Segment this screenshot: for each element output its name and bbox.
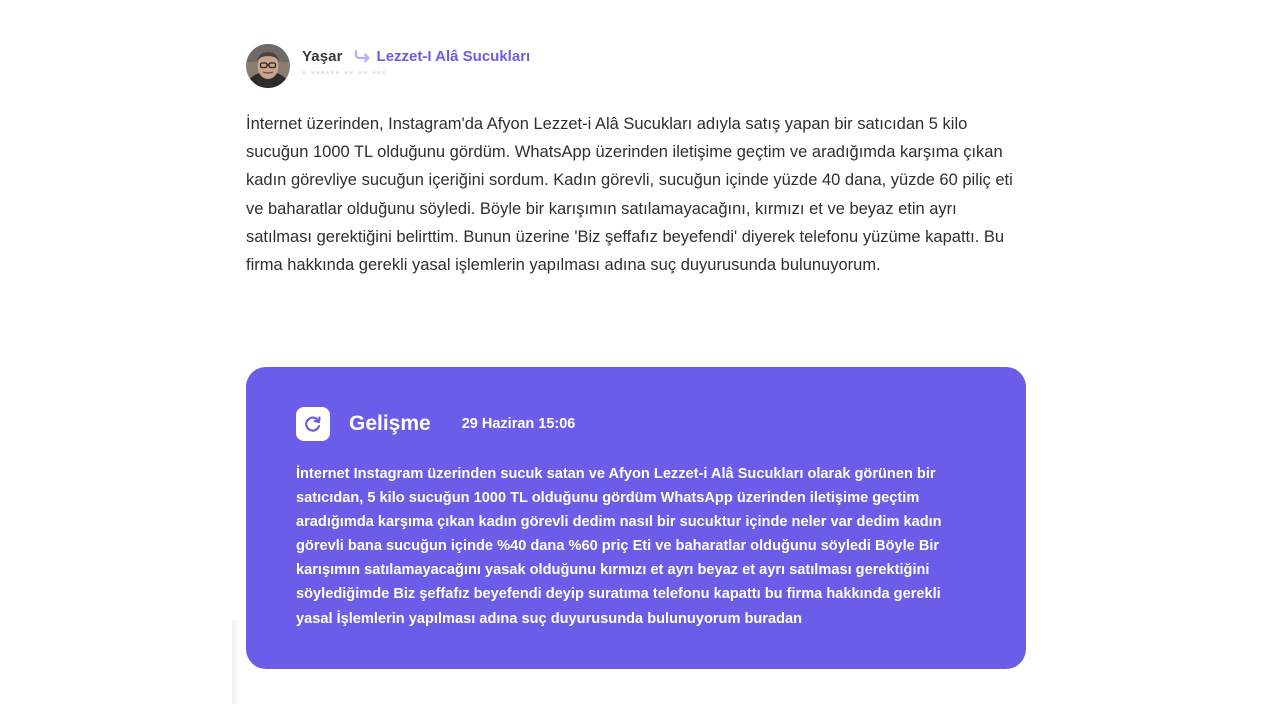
complaint-body: İnternet üzerinden, Instagram'da Afyon Lezzet-i Alâ Sucukları adıyla satış yapan bir satıcıdan 5 kilo sucuğun 1000 TL olduğunu gördüm. WhatsApp üzerinden iletişime geçtim ve aradığımda karşıma çıkan kadın görevliye sucuğun içeriğini sordum. Kadın görevli, sucuğun içinde yüzde 40 dana, yüzde 60 piliç eti ve baharatlar olduğunu söyledi. Böyle bir karışımın satılamayacağını, kırmızı et ve beyaz etin ayrı satılması gerektiğini belirttim. Bunun üzerine 'Biz şeffafız beyefendi' diyerek telefonu yüzüme kapattı. Bu firma hakkında gerekli yasal işlemlerin yapılması adına suç duyurusunda bulunuyorum. (246, 115, 1013, 275)
update-title: Gelişme (349, 412, 431, 435)
update-header (296, 407, 976, 441)
header-text (302, 44, 530, 79)
update-date: 29 Haziran 15:06 (461, 416, 576, 432)
company-link[interactable]: Lezzet-I Alâ Sucukları (376, 47, 531, 65)
complaint-header (246, 44, 530, 90)
faded-meta: ▪ ▪▪▪▪▪▪ ▪▪ ▪▪ ▪▪▪ (302, 67, 387, 79)
user-name[interactable]: Yaşar (302, 47, 343, 65)
update-body: İnternet Instagram üzerinden sucuk satan ve Afyon Lezzet-i Alâ Sucukları olarak görünen bir satıcıdan, 5 kilo sucuğun 1000 TL olduğunu gördüm WhatsApp üzerinden iletişime geçtim aradığımda karşıma çıkan kadın görevli dedim nasıl bir sucuktur içinde neler var dedim kadın görevli bana sucuğun içinde %40 dana %60 priç Eti ve baharatlar olduğunu söyledi Böyle Bir karışımın satılamayacağını yasak olduğunu kırmızı et ayrı beyaz et ayrı satılması gerektiğini söylediğimde Biz şeffafız beyefendi deyip suratıma telefonu kapattı bu firma hakkında gerekli yasal İşlemlerin yapılması adına suç duyurusunda bulunuyorum buradan (296, 466, 942, 627)
user-avatar[interactable] (246, 44, 290, 88)
header-row (302, 45, 530, 67)
refresh-icon (296, 407, 330, 441)
avatar-photo-icon (246, 44, 290, 88)
page-edge-shadow (232, 620, 240, 704)
reply-arrow-icon (354, 49, 372, 63)
update-card (246, 367, 1026, 669)
